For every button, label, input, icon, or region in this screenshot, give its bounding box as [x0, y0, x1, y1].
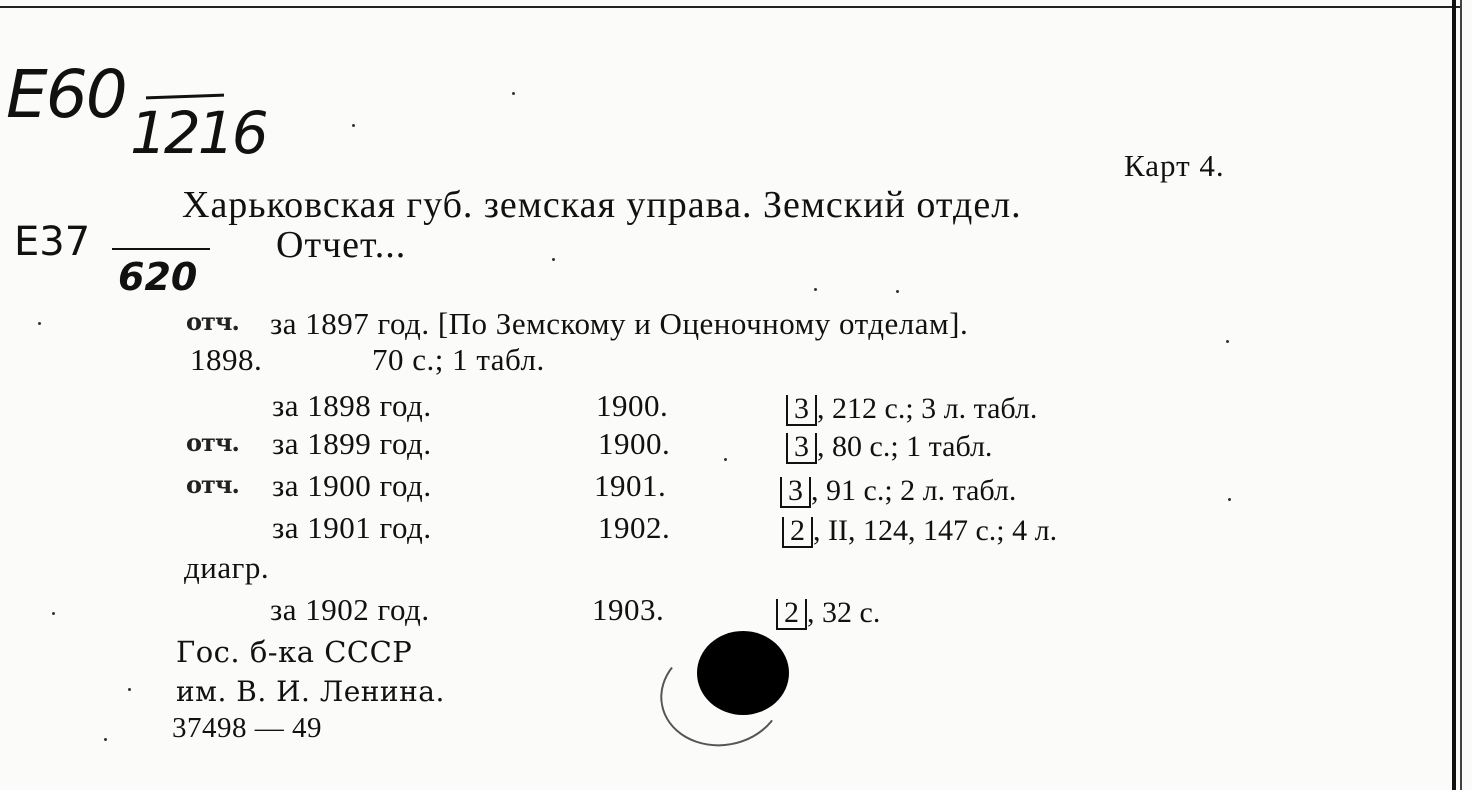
entry-desc: , 80 с.; 1 табл. [817, 430, 993, 463]
entry-volume [786, 394, 1037, 426]
scan-speck [128, 688, 131, 691]
entry-text: за 1900 год. [272, 468, 432, 503]
card-subheading: Отчет... [276, 224, 407, 266]
entry-text: за 1899 год. [272, 426, 432, 461]
handwritten-code-top-denominator: 1216 [130, 99, 266, 167]
scan-speck [724, 458, 727, 461]
entry-volume [776, 598, 880, 630]
entry-mark: отч. [186, 470, 239, 499]
entry-year: 1900. [598, 426, 671, 461]
entry-year: 1903. [592, 592, 665, 627]
entry-desc: , 91 с.; 2 л. табл. [811, 474, 1017, 507]
entry-volume-number: 2 [782, 517, 813, 548]
entry-volume [782, 516, 1057, 548]
scan-speck [1226, 340, 1229, 343]
handwritten-code-side-rule [112, 248, 210, 250]
entry-year: 1901. [594, 468, 667, 503]
entry-year: 1902. [598, 510, 671, 545]
entry-volume-number: 2 [776, 599, 807, 630]
library-stamp-line2: им. В. И. Ленина. [176, 675, 445, 708]
card-right-edge-shadow [1460, 0, 1462, 790]
entry-text: за 1902 год. [270, 592, 430, 627]
punch-hole [697, 631, 789, 715]
library-stamp-line3: 37498 — 49 [172, 712, 322, 744]
entry-desc: , II, 124, 147 с.; 4 л. [813, 514, 1058, 547]
entry-text: диагр. [184, 550, 270, 585]
handwritten-code-side-prefix: E37 [14, 219, 91, 265]
entry-volume-number: 3 [786, 433, 817, 464]
entry-desc: , 32 с. [807, 596, 881, 629]
entry-text: за 1898 год. [272, 388, 432, 423]
scan-speck [52, 612, 55, 615]
scan-speck [896, 290, 899, 293]
card-heading: Харьковская губ. земская управа. Земский отдел. [182, 184, 1022, 226]
entry-text: за 1901 год. [272, 510, 432, 545]
entry-mark: отч. [186, 428, 239, 457]
entry-text: за 1897 год. [По Земскому и Оценочному отделам]. [270, 306, 969, 341]
scan-speck [552, 258, 555, 261]
entry-volume [780, 476, 1016, 508]
entry-volume [786, 432, 992, 464]
entry-year: 1900. [596, 388, 669, 423]
scan-speck [104, 738, 107, 741]
library-stamp-line1: Гос. б-ка СССР [176, 635, 413, 669]
scan-speck [814, 288, 817, 291]
scan-speck [1228, 498, 1231, 501]
scan-speck [512, 92, 515, 95]
entry-text: 1898. [190, 342, 263, 377]
scan-speck [352, 124, 355, 127]
handwritten-code-top-prefix: E60 [6, 56, 126, 133]
entry-desc: , 212 с.; 3 л. табл. [817, 392, 1038, 425]
entry-extra: 70 с.; 1 табл. [372, 342, 545, 377]
entry-volume-number: 3 [786, 395, 817, 426]
card-number: Карт 4. [1124, 148, 1225, 183]
card-top-edge [0, 6, 1460, 8]
entry-mark: отч. [186, 307, 239, 336]
entry-volume-number: 3 [780, 477, 811, 508]
scan-speck [38, 322, 41, 325]
card-right-edge [1452, 0, 1456, 790]
handwritten-code-side-denominator: 620 [118, 255, 198, 299]
